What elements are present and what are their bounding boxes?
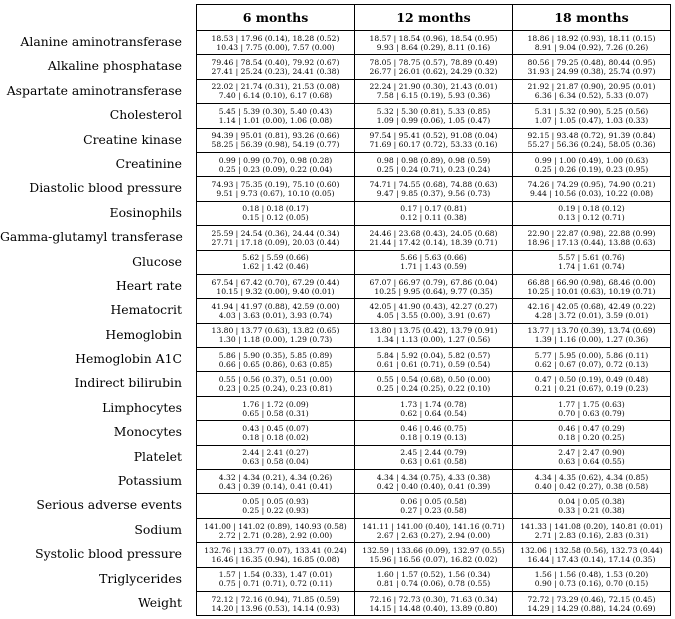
- table-cell: [513, 543, 671, 567]
- table-cell: [197, 31, 355, 55]
- table-cell: [513, 31, 671, 55]
- row-label: Eosinophils: [109, 204, 182, 220]
- cell-sd-line: 0.75 | 0.71 (0.71), 0.72 (0.11): [218, 579, 333, 589]
- table-cell: [355, 567, 513, 591]
- table-row: [197, 177, 671, 201]
- cell-mean-line: 13.80 | 13.77 (0.63), 13.82 (0.65): [211, 326, 340, 336]
- cell-mean-line: 5.31 | 5.32 (0.90), 5.25 (0.56): [534, 106, 649, 116]
- cell-mean-line: 79.46 | 78.54 (0.40), 79.92 (0.67): [211, 58, 340, 68]
- table-cell: [355, 226, 513, 250]
- table-cell: [513, 494, 671, 518]
- row-label: Sodium: [134, 521, 182, 537]
- row-label: Alanine aminotransferase: [20, 34, 182, 49]
- cell-sd-line: 0.90 | 0.73 (0.16), 0.70 (0.15): [534, 579, 649, 589]
- cell-sd-line: 0.70 | 0.63 (0.79): [558, 408, 625, 418]
- table-cell: [513, 421, 671, 445]
- cell-sd-line: 1.14 | 1.01 (0.00), 1.06 (0.08): [218, 115, 333, 125]
- table-cell: [355, 104, 513, 128]
- table-cell: [513, 177, 671, 201]
- cell-mean-line: 1.57 | 1.54 (0.33), 1.47 (0.01): [218, 570, 333, 580]
- cell-sd-line: 4.03 | 3.63 (0.01), 3.93 (0.74): [218, 310, 333, 320]
- table-cell: [197, 396, 355, 420]
- table-cell: [513, 372, 671, 396]
- table-cell: [513, 591, 671, 615]
- row-label: Creatinine: [115, 155, 182, 171]
- table-cell: [513, 201, 671, 225]
- table-row: [197, 226, 671, 250]
- table-cell: [355, 372, 513, 396]
- cell-sd-line: 0.18 | 0.18 (0.02): [242, 432, 309, 442]
- cell-sd-line: 1.09 | 0.99 (0.06), 1.05 (0.47): [376, 115, 491, 125]
- cell-sd-line: 9.44 | 10.56 (0.03), 10.22 (0.08): [529, 189, 654, 199]
- table-cell: [355, 177, 513, 201]
- cell-sd-line: 2.67 | 2.63 (0.27), 2.94 (0.00): [376, 530, 491, 540]
- row-label: Limphocytes: [102, 399, 182, 415]
- table-cell: [355, 152, 513, 176]
- table-cell: [513, 396, 671, 420]
- cell-mean-line: 0.47 | 0.50 (0.19), 0.49 (0.48): [534, 375, 649, 385]
- cell-sd-line: 0.62 | 0.67 (0.07), 0.72 (0.13): [534, 359, 649, 369]
- row-label: Heart rate: [116, 277, 182, 293]
- cell-mean-line: 1.60 | 1.57 (0.52), 1.56 (0.34): [376, 570, 491, 580]
- cell-sd-line: 0.63 | 0.64 (0.55): [558, 457, 625, 467]
- cell-mean-line: 80.56 | 79.25 (0.48), 80.44 (0.95): [527, 58, 656, 68]
- table-cell: [197, 372, 355, 396]
- cell-sd-line: 0.13 | 0.12 (0.71): [558, 213, 625, 223]
- cell-mean-line: 0.55 | 0.56 (0.37), 0.51 (0.00): [218, 375, 333, 385]
- table-cell: [355, 396, 513, 420]
- cell-sd-line: 4.05 | 3.55 (0.00), 3.91 (0.67): [376, 310, 491, 320]
- cell-sd-line: 0.33 | 0.21 (0.38): [558, 506, 625, 516]
- cell-sd-line: 10.25 | 10.01 (0.63), 10.19 (0.71): [527, 286, 656, 296]
- table-row: [197, 31, 671, 55]
- cell-mean-line: 67.07 | 66.97 (0.79), 67.86 (0.04): [369, 277, 498, 287]
- table-row: [197, 372, 671, 396]
- cell-sd-line: 14.29 | 14.29 (0.88), 14.24 (0.69): [527, 603, 656, 613]
- cell-mean-line: 0.46 | 0.46 (0.75): [400, 423, 467, 433]
- cell-mean-line: 0.55 | 0.54 (0.68), 0.50 (0.00): [376, 375, 491, 385]
- cell-mean-line: 2.44 | 2.41 (0.27): [242, 448, 309, 458]
- table-row: [197, 445, 671, 469]
- table-cell: [355, 591, 513, 615]
- cell-sd-line: 0.43 | 0.39 (0.14), 0.41 (0.41): [218, 481, 333, 491]
- table-cell: [197, 79, 355, 103]
- table-cell: [197, 226, 355, 250]
- cell-mean-line: 0.04 | 0.05 (0.38): [558, 497, 625, 507]
- cell-mean-line: 78.05 | 78.75 (0.57), 78.89 (0.49): [369, 58, 498, 68]
- row-label: Systolic blood pressure: [35, 546, 182, 562]
- cell-sd-line: 0.25 | 0.23 (0.09), 0.22 (0.04): [218, 164, 333, 174]
- cell-mean-line: 4.32 | 4.34 (0.21), 4.34 (0.26): [218, 472, 333, 482]
- cell-mean-line: 5.32 | 5.30 (0.81), 5.33 (0.85): [376, 106, 491, 116]
- cell-mean-line: 0.99 | 1.00 (0.49), 1.00 (0.63): [534, 155, 649, 165]
- cell-mean-line: 5.45 | 5.39 (0.30), 5.40 (0.43): [218, 106, 333, 116]
- row-label: Potassium: [117, 473, 182, 489]
- cell-mean-line: 42.16 | 42.05 (0.68), 42.49 (0.22): [527, 301, 656, 311]
- cell-mean-line: 5.77 | 5.95 (0.00), 5.86 (0.11): [534, 350, 649, 360]
- cell-mean-line: 18.57 | 18.54 (0.96), 18.54 (0.95): [369, 33, 498, 43]
- row-label: Serious adverse events: [36, 497, 182, 513]
- table-cell: [197, 348, 355, 372]
- results-table: [196, 4, 671, 616]
- table-cell: [197, 470, 355, 494]
- table-cell: [355, 128, 513, 152]
- row-label: Triglycerides: [99, 570, 182, 586]
- cell-sd-line: 4.28 | 3.72 (0.01), 3.59 (0.01): [534, 310, 649, 320]
- table-cell: [197, 445, 355, 469]
- cell-mean-line: 22.24 | 21.90 (0.30), 21.43 (0.01): [369, 82, 498, 92]
- row-label: Creatine kinase: [83, 131, 182, 147]
- cell-sd-line: 0.65 | 0.58 (0.31): [242, 408, 309, 418]
- table-row: [197, 421, 671, 445]
- cell-sd-line: 0.62 | 0.64 (0.54): [400, 408, 467, 418]
- row-label: Weight: [138, 594, 182, 610]
- table-cell: [197, 421, 355, 445]
- table-cell: [355, 31, 513, 55]
- cell-sd-line: 0.18 | 0.19 (0.13): [400, 432, 467, 442]
- cell-mean-line: 1.76 | 1.72 (0.09): [242, 399, 309, 409]
- cell-sd-line: 14.20 | 13.96 (0.53), 14.14 (0.93): [211, 603, 340, 613]
- cell-mean-line: 5.66 | 5.63 (0.66): [400, 253, 467, 263]
- cell-mean-line: 24.46 | 23.68 (0.43), 24.05 (0.68): [369, 228, 498, 238]
- cell-sd-line: 2.72 | 2.71 (0.28), 2.92 (0.00): [218, 530, 333, 540]
- table-cell: [513, 79, 671, 103]
- table-cell: [513, 104, 671, 128]
- table-cell: [355, 470, 513, 494]
- table-cell: [355, 518, 513, 542]
- cell-sd-line: 10.25 | 9.95 (0.64), 9.77 (0.35): [374, 286, 493, 296]
- row-label: Diastolic blood pressure: [29, 180, 182, 196]
- cell-mean-line: 1.56 | 1.56 (0.48), 1.53 (0.20): [534, 570, 649, 580]
- cell-mean-line: 72.12 | 72.16 (0.94), 71.85 (0.59): [211, 594, 340, 604]
- cell-sd-line: 0.66 | 0.65 (0.86), 0.63 (0.85): [218, 359, 333, 369]
- table-cell: [355, 445, 513, 469]
- table-cell: [513, 518, 671, 542]
- cell-sd-line: 0.25 | 0.26 (0.19), 0.23 (0.95): [534, 164, 649, 174]
- cell-sd-line: 31.93 | 24.99 (0.38), 25.74 (0.97): [527, 67, 656, 77]
- cell-mean-line: 72.72 | 73.29 (0.46), 72.15 (0.45): [527, 594, 656, 604]
- column-header-6-months: 6 months: [197, 5, 355, 31]
- cell-mean-line: 132.59 | 133.66 (0.09), 132.97 (0.55): [362, 545, 505, 555]
- table-row: [197, 543, 671, 567]
- cell-mean-line: 5.86 | 5.90 (0.35), 5.85 (0.89): [218, 350, 333, 360]
- table-cell: [197, 518, 355, 542]
- cell-sd-line: 1.74 | 1.61 (0.74): [558, 262, 625, 272]
- cell-mean-line: 132.76 | 133.77 (0.07), 133.41 (0.24): [204, 545, 347, 555]
- cell-mean-line: 4.34 | 4.34 (0.75), 4.33 (0.38): [376, 472, 491, 482]
- cell-mean-line: 0.18 | 0.18 (0.17): [242, 204, 309, 214]
- cell-sd-line: 16.44 | 17.43 (0.14), 17.14 (0.35): [527, 554, 656, 564]
- cell-sd-line: 58.25 | 56.39 (0.98), 54.19 (0.77): [211, 140, 340, 150]
- cell-sd-line: 1.71 | 1.43 (0.59): [400, 262, 467, 272]
- cell-mean-line: 141.33 | 141.08 (0.20), 140.81 (0.01): [520, 521, 663, 531]
- cell-sd-line: 1.62 | 1.42 (0.46): [242, 262, 309, 272]
- cell-sd-line: 1.34 | 1.13 (0.00), 1.27 (0.56): [376, 335, 491, 345]
- cell-sd-line: 1.39 | 1.16 (0.00), 1.27 (0.36): [534, 335, 649, 345]
- cell-mean-line: 0.98 | 0.98 (0.89), 0.98 (0.59): [376, 155, 491, 165]
- cell-mean-line: 141.00 | 141.02 (0.89), 140.93 (0.58): [204, 521, 347, 531]
- row-label: Aspartate aminotransferase: [6, 82, 182, 98]
- table-cell: [355, 421, 513, 445]
- cell-sd-line: 7.58 | 6.15 (0.19), 5.93 (0.36): [376, 91, 491, 101]
- cell-sd-line: 26.77 | 26.01 (0.62), 24.29 (0.32): [369, 67, 498, 77]
- table-row: [197, 152, 671, 176]
- cell-sd-line: 27.41 | 25.24 (0.23), 24.41 (0.38): [211, 67, 340, 77]
- cell-mean-line: 22.90 | 22.87 (0.98), 22.88 (0.99): [527, 228, 656, 238]
- cell-sd-line: 0.15 | 0.12 (0.05): [242, 213, 309, 223]
- cell-mean-line: 94.39 | 95.01 (0.81), 93.26 (0.66): [211, 131, 340, 141]
- row-label: Alkaline phosphatase: [47, 58, 182, 74]
- table-cell: [355, 299, 513, 323]
- cell-sd-line: 0.25 | 0.24 (0.71), 0.23 (0.24): [376, 164, 491, 174]
- table-cell: [197, 250, 355, 274]
- cell-sd-line: 9.93 | 8.64 (0.29), 8.11 (0.16): [376, 42, 491, 52]
- cell-sd-line: 1.30 | 1.18 (0.00), 1.29 (0.73): [218, 335, 333, 345]
- cell-mean-line: 141.11 | 141.00 (0.40), 141.16 (0.71): [362, 521, 505, 531]
- table-row: [197, 348, 671, 372]
- cell-mean-line: 0.99 | 0.99 (0.70), 0.98 (0.28): [218, 155, 333, 165]
- row-label: Platelet: [133, 448, 182, 464]
- cell-sd-line: 1.07 | 1.05 (0.47), 1.03 (0.33): [534, 115, 649, 125]
- table-cell: [513, 445, 671, 469]
- cell-sd-line: 9.47 | 9.85 (0.37), 9.56 (0.73): [376, 189, 491, 199]
- table-cell: [513, 55, 671, 79]
- table-row: [197, 323, 671, 347]
- cell-sd-line: 71.69 | 60.17 (0.72), 53.33 (0.16): [369, 140, 498, 150]
- table-cell: [513, 250, 671, 274]
- table-cell: [355, 201, 513, 225]
- table-row: [197, 79, 671, 103]
- cell-sd-line: 2.71 | 2.83 (0.16), 2.83 (0.31): [534, 530, 649, 540]
- table-cell: [197, 55, 355, 79]
- cell-mean-line: 5.62 | 5.59 (0.66): [242, 253, 309, 263]
- table-cell: [197, 543, 355, 567]
- cell-mean-line: 0.19 | 0.18 (0.12): [558, 204, 625, 214]
- cell-sd-line: 0.27 | 0.23 (0.58): [400, 506, 467, 516]
- row-label: Hemoglobin A1C: [75, 351, 182, 367]
- cell-sd-line: 55.27 | 56.36 (0.24), 58.05 (0.36): [527, 140, 656, 150]
- cell-mean-line: 5.84 | 5.92 (0.04), 5.82 (0.57): [376, 350, 491, 360]
- cell-mean-line: 0.06 | 0.05 (0.58): [400, 497, 467, 507]
- cell-mean-line: 21.92 | 21.87 (0.90), 20.95 (0.01): [527, 82, 656, 92]
- table-cell: [197, 494, 355, 518]
- table-row: [197, 250, 671, 274]
- column-header-12-months: 12 months: [355, 5, 513, 31]
- cell-mean-line: 1.77 | 1.75 (0.63): [558, 399, 625, 409]
- table-row: [197, 299, 671, 323]
- table-cell: [355, 348, 513, 372]
- cell-mean-line: 22.02 | 21.74 (0.31), 21.53 (0.08): [211, 82, 340, 92]
- cell-mean-line: 66.88 | 66.90 (0.98), 68.46 (0.00): [527, 277, 656, 287]
- cell-mean-line: 4.34 | 4.35 (0.62), 4.34 (0.85): [534, 472, 649, 482]
- cell-sd-line: 15.96 | 16.56 (0.07), 16.82 (0.02): [369, 554, 498, 564]
- table-cell: [513, 226, 671, 250]
- table-row: [197, 55, 671, 79]
- table-cell: [513, 274, 671, 298]
- cell-sd-line: 0.63 | 0.61 (0.58): [400, 457, 467, 467]
- cell-sd-line: 0.25 | 0.22 (0.93): [242, 506, 309, 516]
- cell-sd-line: 0.23 | 0.25 (0.24), 0.23 (0.81): [218, 384, 333, 394]
- table-cell: [197, 104, 355, 128]
- table-cell: [197, 152, 355, 176]
- cell-sd-line: 0.63 | 0.58 (0.04): [242, 457, 309, 467]
- table-cell: [197, 299, 355, 323]
- table-row: [197, 128, 671, 152]
- table-cell: [513, 152, 671, 176]
- row-label: Hemoglobin: [105, 326, 182, 342]
- cell-sd-line: 21.44 | 17.42 (0.14), 18.39 (0.71): [369, 237, 498, 247]
- row-label: Cholesterol: [109, 107, 182, 123]
- cell-mean-line: 0.17 | 0.17 (0.81): [400, 204, 467, 214]
- row-label: Hematocrit: [110, 302, 182, 318]
- cell-mean-line: 72.16 | 72.73 (0.30), 71.63 (0.34): [369, 594, 498, 604]
- table-row: [197, 396, 671, 420]
- row-label: Indirect bilirubin: [74, 375, 182, 391]
- cell-sd-line: 10.43 | 7.75 (0.00), 7.57 (0.00): [216, 42, 335, 52]
- cell-sd-line: 0.61 | 0.61 (0.71), 0.59 (0.54): [376, 359, 491, 369]
- table-cell: [355, 274, 513, 298]
- table-row: [197, 274, 671, 298]
- cell-mean-line: 97.54 | 95.41 (0.52), 91.08 (0.04): [369, 131, 498, 141]
- table-cell: [197, 323, 355, 347]
- cell-mean-line: 13.77 | 13.70 (0.39), 13.74 (0.69): [527, 326, 656, 336]
- cell-mean-line: 74.71 | 74.55 (0.68), 74.88 (0.63): [369, 180, 498, 190]
- cell-sd-line: 0.40 | 0.42 (0.27), 0.38 (0.58): [534, 481, 649, 491]
- table-body: [197, 31, 671, 616]
- cell-mean-line: 42.05 | 41.90 (0.43), 42.27 (0.27): [369, 301, 498, 311]
- table-cell: [355, 79, 513, 103]
- table-cell: [197, 128, 355, 152]
- table-cell: [355, 543, 513, 567]
- table-row: [197, 567, 671, 591]
- cell-mean-line: 74.93 | 75.35 (0.19), 75.10 (0.60): [211, 180, 340, 190]
- table-cell: [355, 323, 513, 347]
- table-cell: [513, 128, 671, 152]
- table-cell: [513, 567, 671, 591]
- cell-mean-line: 0.43 | 0.45 (0.07): [242, 423, 309, 433]
- cell-mean-line: 0.05 | 0.05 (0.93): [242, 497, 309, 507]
- cell-sd-line: 27.71 | 17.18 (0.09), 20.03 (0.44): [211, 237, 340, 247]
- table-cell: [513, 348, 671, 372]
- table-cell: [197, 591, 355, 615]
- cell-mean-line: 13.80 | 13.75 (0.42), 13.79 (0.91): [369, 326, 498, 336]
- table-cell: [355, 494, 513, 518]
- cell-mean-line: 41.94 | 41.97 (0.88), 42.59 (0.00): [211, 301, 340, 311]
- row-label: Glucose: [132, 253, 182, 269]
- cell-sd-line: 7.40 | 6.14 (0.10), 6.17 (0.68): [218, 91, 333, 101]
- cell-sd-line: 0.21 | 0.21 (0.67), 0.19 (0.23): [534, 384, 649, 394]
- cell-mean-line: 2.47 | 2.47 (0.90): [558, 448, 625, 458]
- cell-mean-line: 92.15 | 93.48 (0.72), 91.39 (0.84): [527, 131, 656, 141]
- cell-mean-line: 1.73 | 1.74 (0.78): [400, 399, 467, 409]
- table-cell: [355, 250, 513, 274]
- table-cell: [513, 470, 671, 494]
- cell-sd-line: 8.91 | 9.04 (0.92), 7.26 (0.26): [534, 42, 649, 52]
- cell-sd-line: 0.42 | 0.40 (0.40), 0.41 (0.39): [376, 481, 491, 491]
- row-label: Monocytes: [113, 424, 182, 440]
- cell-sd-line: 0.18 | 0.20 (0.25): [558, 432, 625, 442]
- cell-mean-line: 67.54 | 67.42 (0.70), 67.29 (0.44): [211, 277, 340, 287]
- cell-sd-line: 18.96 | 17.13 (0.44), 13.88 (0.63): [527, 237, 656, 247]
- table-cell: [197, 201, 355, 225]
- row-label: Gamma-glutamyl transferase: [0, 229, 183, 245]
- cell-mean-line: 18.53 | 17.96 (0.14), 18.28 (0.52): [211, 33, 340, 43]
- cell-mean-line: 74.26 | 74.29 (0.95), 74.90 (0.21): [527, 180, 656, 190]
- cell-mean-line: 25.59 | 24.54 (0.36), 24.44 (0.34): [211, 228, 340, 238]
- table-cell: [513, 299, 671, 323]
- cell-mean-line: 5.57 | 5.61 (0.76): [558, 253, 625, 263]
- cell-sd-line: 9.51 | 9.73 (0.67), 10.10 (0.05): [216, 189, 335, 199]
- cell-mean-line: 18.86 | 18.92 (0.93), 18.11 (0.15): [527, 33, 656, 43]
- cell-sd-line: 6.36 | 6.34 (0.52), 5.33 (0.07): [534, 91, 649, 101]
- cell-sd-line: 10.15 | 9.32 (0.00), 9.40 (0.01): [216, 286, 335, 296]
- table-row: [197, 470, 671, 494]
- cell-sd-line: 0.12 | 0.11 (0.38): [400, 213, 467, 223]
- cell-sd-line: 16.46 | 16.35 (0.94), 16.85 (0.08): [211, 554, 340, 564]
- cell-mean-line: 0.46 | 0.47 (0.29): [558, 423, 625, 433]
- table-row: [197, 591, 671, 615]
- cell-sd-line: 0.25 | 0.24 (0.25), 0.22 (0.10): [376, 384, 491, 394]
- column-header-18-months: 18 months: [513, 5, 671, 31]
- table-row: [197, 201, 671, 225]
- table-cell: [197, 274, 355, 298]
- cell-mean-line: 132.06 | 132.58 (0.56), 132.73 (0.44): [520, 545, 663, 555]
- table-cell: [513, 323, 671, 347]
- cell-sd-line: 14.15 | 14.48 (0.40), 13.89 (0.80): [369, 603, 498, 613]
- table-cell: [197, 177, 355, 201]
- header-row: [197, 5, 671, 31]
- table-cell: [197, 567, 355, 591]
- table-cell: [355, 55, 513, 79]
- table-row: [197, 104, 671, 128]
- cell-mean-line: 2.45 | 2.44 (0.79): [400, 448, 467, 458]
- table-row: [197, 494, 671, 518]
- row-labels: [0, 30, 182, 615]
- table-row: [197, 518, 671, 542]
- cell-sd-line: 0.81 | 0.74 (0.06), 0.78 (0.55): [376, 579, 491, 589]
